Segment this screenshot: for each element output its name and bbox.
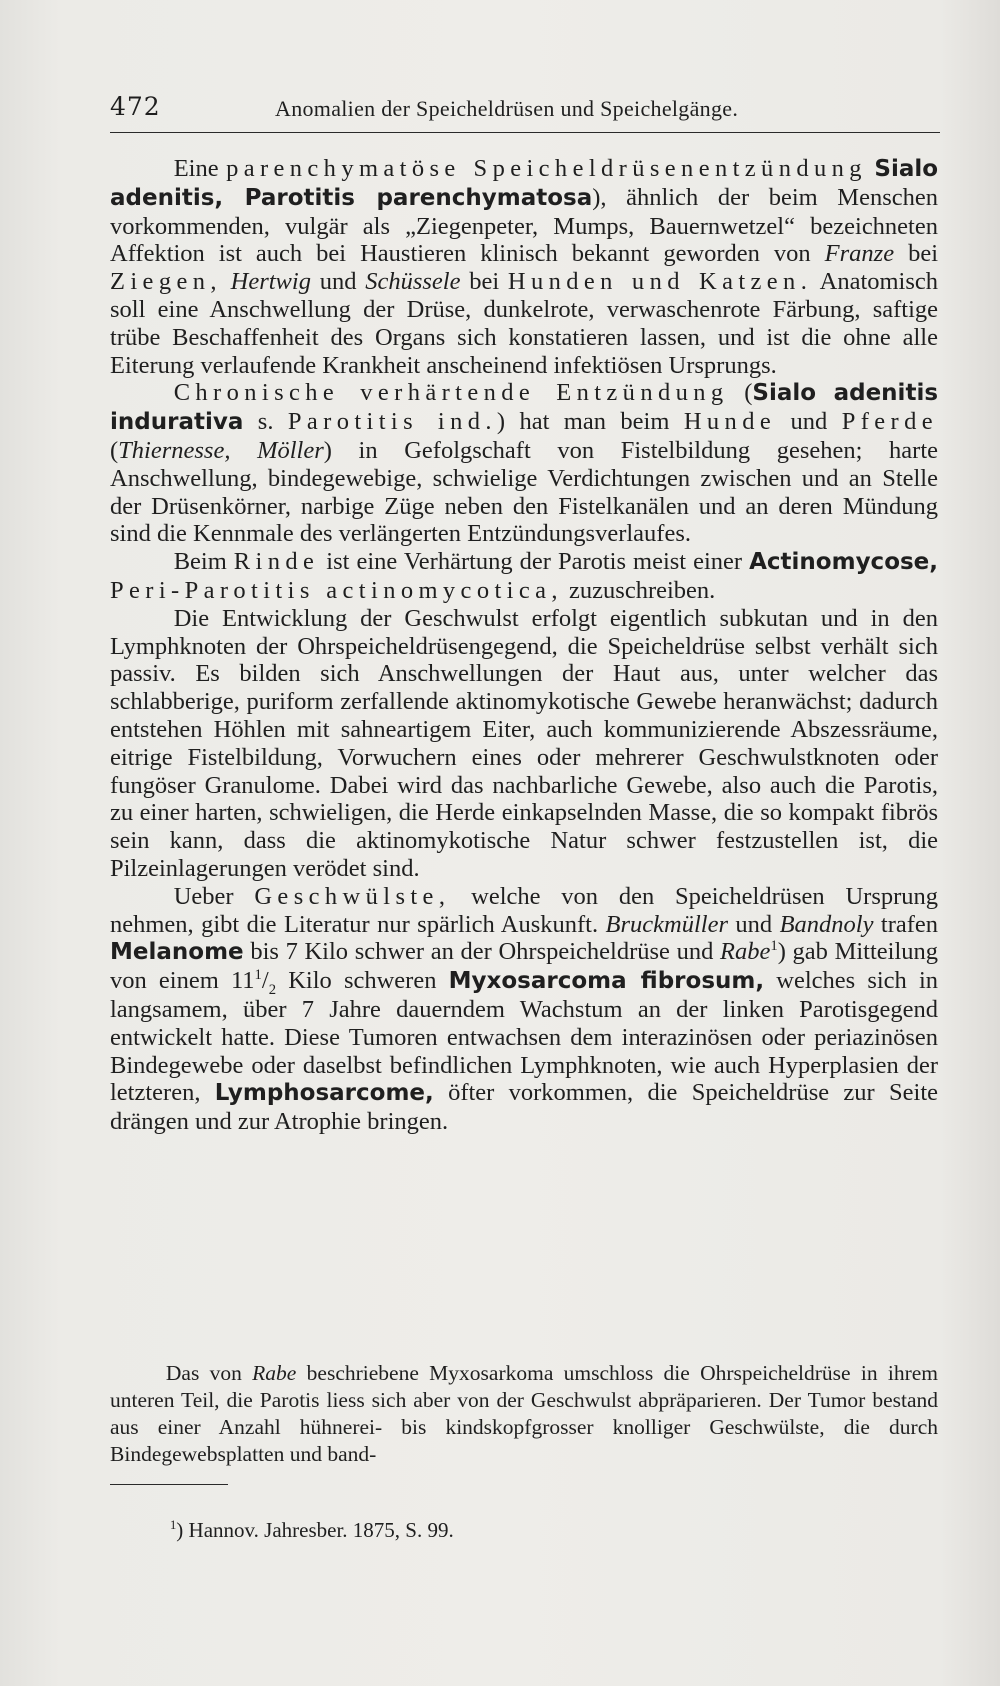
spaced-term: Chronische verhärtende Entzündung xyxy=(173,379,729,407)
spaced-term: parenchymatöse Speicheldrüsenentzündung xyxy=(226,155,867,182)
footnote-mark: 1 xyxy=(170,1518,177,1532)
author-name: Bandnoly xyxy=(779,910,874,938)
text-run: ) gab Mitteilung von einem 11 xyxy=(110,938,939,995)
text-run: bei xyxy=(469,268,500,296)
spaced-term: Hunde xyxy=(683,408,777,436)
main-text xyxy=(110,155,938,1136)
bold-term: Sialo adenitis, Parotitis parenchymatosa xyxy=(110,156,939,211)
author-name: Bruckmüller xyxy=(605,910,728,938)
text-run: ) hat man beim xyxy=(496,408,670,436)
fraction-slash: / xyxy=(261,967,269,995)
text-run: ) in Gefolgschaft von Fistelbildung gesehen; harte Anschwellung, bindegewebige, schwielige Verdichtungen zwischen und an Stelle der Drüsenkörner, narbige Züge neben den Fistelkanälen und an deren Mündung sind die Kennmale des verlängerten Entzündungsverlaufes. xyxy=(110,436,938,548)
text-run: ), ähnlich der beim Menschen vorkommenden, vulgär als „Ziegenpeter, Mumps, Bauernwetzel“ bezeichneten Affektion ist auch bei Haustieren klinisch bekannt geworden von xyxy=(110,183,938,268)
author-name: Schüssele xyxy=(365,268,461,296)
text-run: öfter vorkommen, die Speicheldrüse zur Seite drängen und zur Atrophie bringen. xyxy=(110,1079,939,1136)
author-name: Rabe xyxy=(720,938,771,966)
footnote xyxy=(170,1518,454,1543)
paragraph-tumors xyxy=(110,883,938,1136)
text-run: Eine xyxy=(173,155,219,182)
running-title: Anomalien der Speicheldrüsen und Speichelgänge. xyxy=(275,96,739,121)
paragraph-actinomycosis xyxy=(110,548,938,605)
text-run: Das von xyxy=(165,1361,242,1385)
text-run: Kilo schweren xyxy=(288,967,437,995)
text-run: und xyxy=(735,910,773,938)
page-header xyxy=(110,92,940,133)
bold-term: Actinomycose, xyxy=(749,549,939,576)
text-run: trafen xyxy=(880,910,939,938)
text-run: s. xyxy=(257,408,274,436)
bold-term: Sialo adenitis indurativa xyxy=(110,380,939,436)
page-number: 472 xyxy=(110,92,161,121)
text-run: und xyxy=(790,408,828,436)
fraction-denominator: 2 xyxy=(268,982,277,998)
text-run: welches sich in langsamem, über 7 Jahre dauerndem Wachstum an der linken Parotisgegend entwickelt hatte. Diese Tumoren entwachsen dem interazinösen oder periazinösen Bindegewebe oder daselbst befindlichen Lymphknoten, wie auch Hyperplasien der letzteren, xyxy=(110,967,939,1107)
text-run: ist eine Verhärtung der Parotis meist einer xyxy=(326,548,743,576)
spaced-term: Rinde xyxy=(233,548,320,576)
text-run: Beim xyxy=(173,548,227,576)
text-run: und xyxy=(319,268,357,296)
text-run: welche von den Speicheldrüsen Ursprung nehmen, gibt die Literatur nur spärlich Auskunft. xyxy=(110,882,939,938)
spaced-term: Pferde xyxy=(841,408,938,436)
bold-term: Myxosarcoma fibrosum, xyxy=(448,968,765,995)
paragraph-development: Die Entwicklung der Geschwulst erfolgt eigentlich subkutan und in den Lymphknoten der Ohrspeicheldrüsengegend, die Speicheldrüse selbst verhält sich passiv. Es bilden sich Anschwellungen der Haut aus, unter welcher das schlabberige, puriform zerfallende aktinomykotische Gewebe heranwächst; dadurch entstehen Höhlen mit sahneartigem Eiter, auch kommunizierende Abszessräume, eitrige Fistelbildung, Vorwuchern eines oder mehrerer Geschwulstknoten oder fungöser Granulome. Dabei wird das nachbarliche Gewebe, also auch die Parotis, zu einer harten, schwieligen, die Herde einkapselnden Masse, die so kompakt fibrös sein kann, dass die aktinomykotische Natur schwer festzustellen ist, die Pilzeinlagerungen verödet sind. xyxy=(110,604,938,882)
text-run: bis 7 Kilo schwer an der Ohrspeicheldrüse und xyxy=(250,938,714,966)
text-run: Anatomisch soll eine Anschwellung der Drüse, dunkelrote, verwaschenrote Färbung, saftige trübe Beschaffenheit des Organs sich konstatieren lassen, und ist die ohne alle Eiterung verlaufende Krankheit anscheinend infektiösen Ursprungs. xyxy=(110,268,939,379)
footnote-divider xyxy=(110,1484,228,1485)
text-run: beschriebene Myxosarkoma umschloss die Ohrspeicheldrüse in ihrem unteren Teil, die Parotis liess sich aber von der Geschwulst abpräparieren. Der Tumor bestand aus einer Anzahl hühnerei- bis kindskopfgrosser knolliger Geschwülste, die durch Bindegewebsplatten und band- xyxy=(110,1361,939,1466)
text-run: bei xyxy=(908,240,939,268)
bold-term: Melanome xyxy=(110,939,244,966)
paragraph-parenchymatous xyxy=(110,155,938,379)
note-paragraph xyxy=(110,1360,938,1468)
spaced-term: Hunden und Katzen. xyxy=(507,268,813,296)
footnote-ref: 1 xyxy=(770,938,778,955)
author-name: Hertwig xyxy=(230,268,311,296)
author-name: Franze xyxy=(824,240,895,268)
footnote-text: ) Hannov. Jahresber. 1875, S. 99. xyxy=(176,1518,454,1542)
spaced-term: Parotitis ind. xyxy=(287,408,497,436)
spaced-term: Ziegen, xyxy=(110,268,222,296)
bold-term: Lymphosarcome, xyxy=(214,1080,434,1107)
text-run: zuzuschreiben. xyxy=(569,576,716,604)
small-print-note xyxy=(110,1360,938,1468)
text-run: ( xyxy=(110,436,119,464)
spaced-term: Peri-Parotitis actinomycotica, xyxy=(110,576,563,604)
paragraph-chronic xyxy=(110,379,938,548)
spaced-term: Geschwülste, xyxy=(254,882,451,910)
fraction-numerator: 1 xyxy=(254,966,262,983)
author-name: Thiernesse, Möller xyxy=(118,436,324,464)
text-run: ( xyxy=(744,379,753,407)
text-run: Ueber xyxy=(173,882,234,910)
author-name: Rabe xyxy=(252,1361,297,1385)
